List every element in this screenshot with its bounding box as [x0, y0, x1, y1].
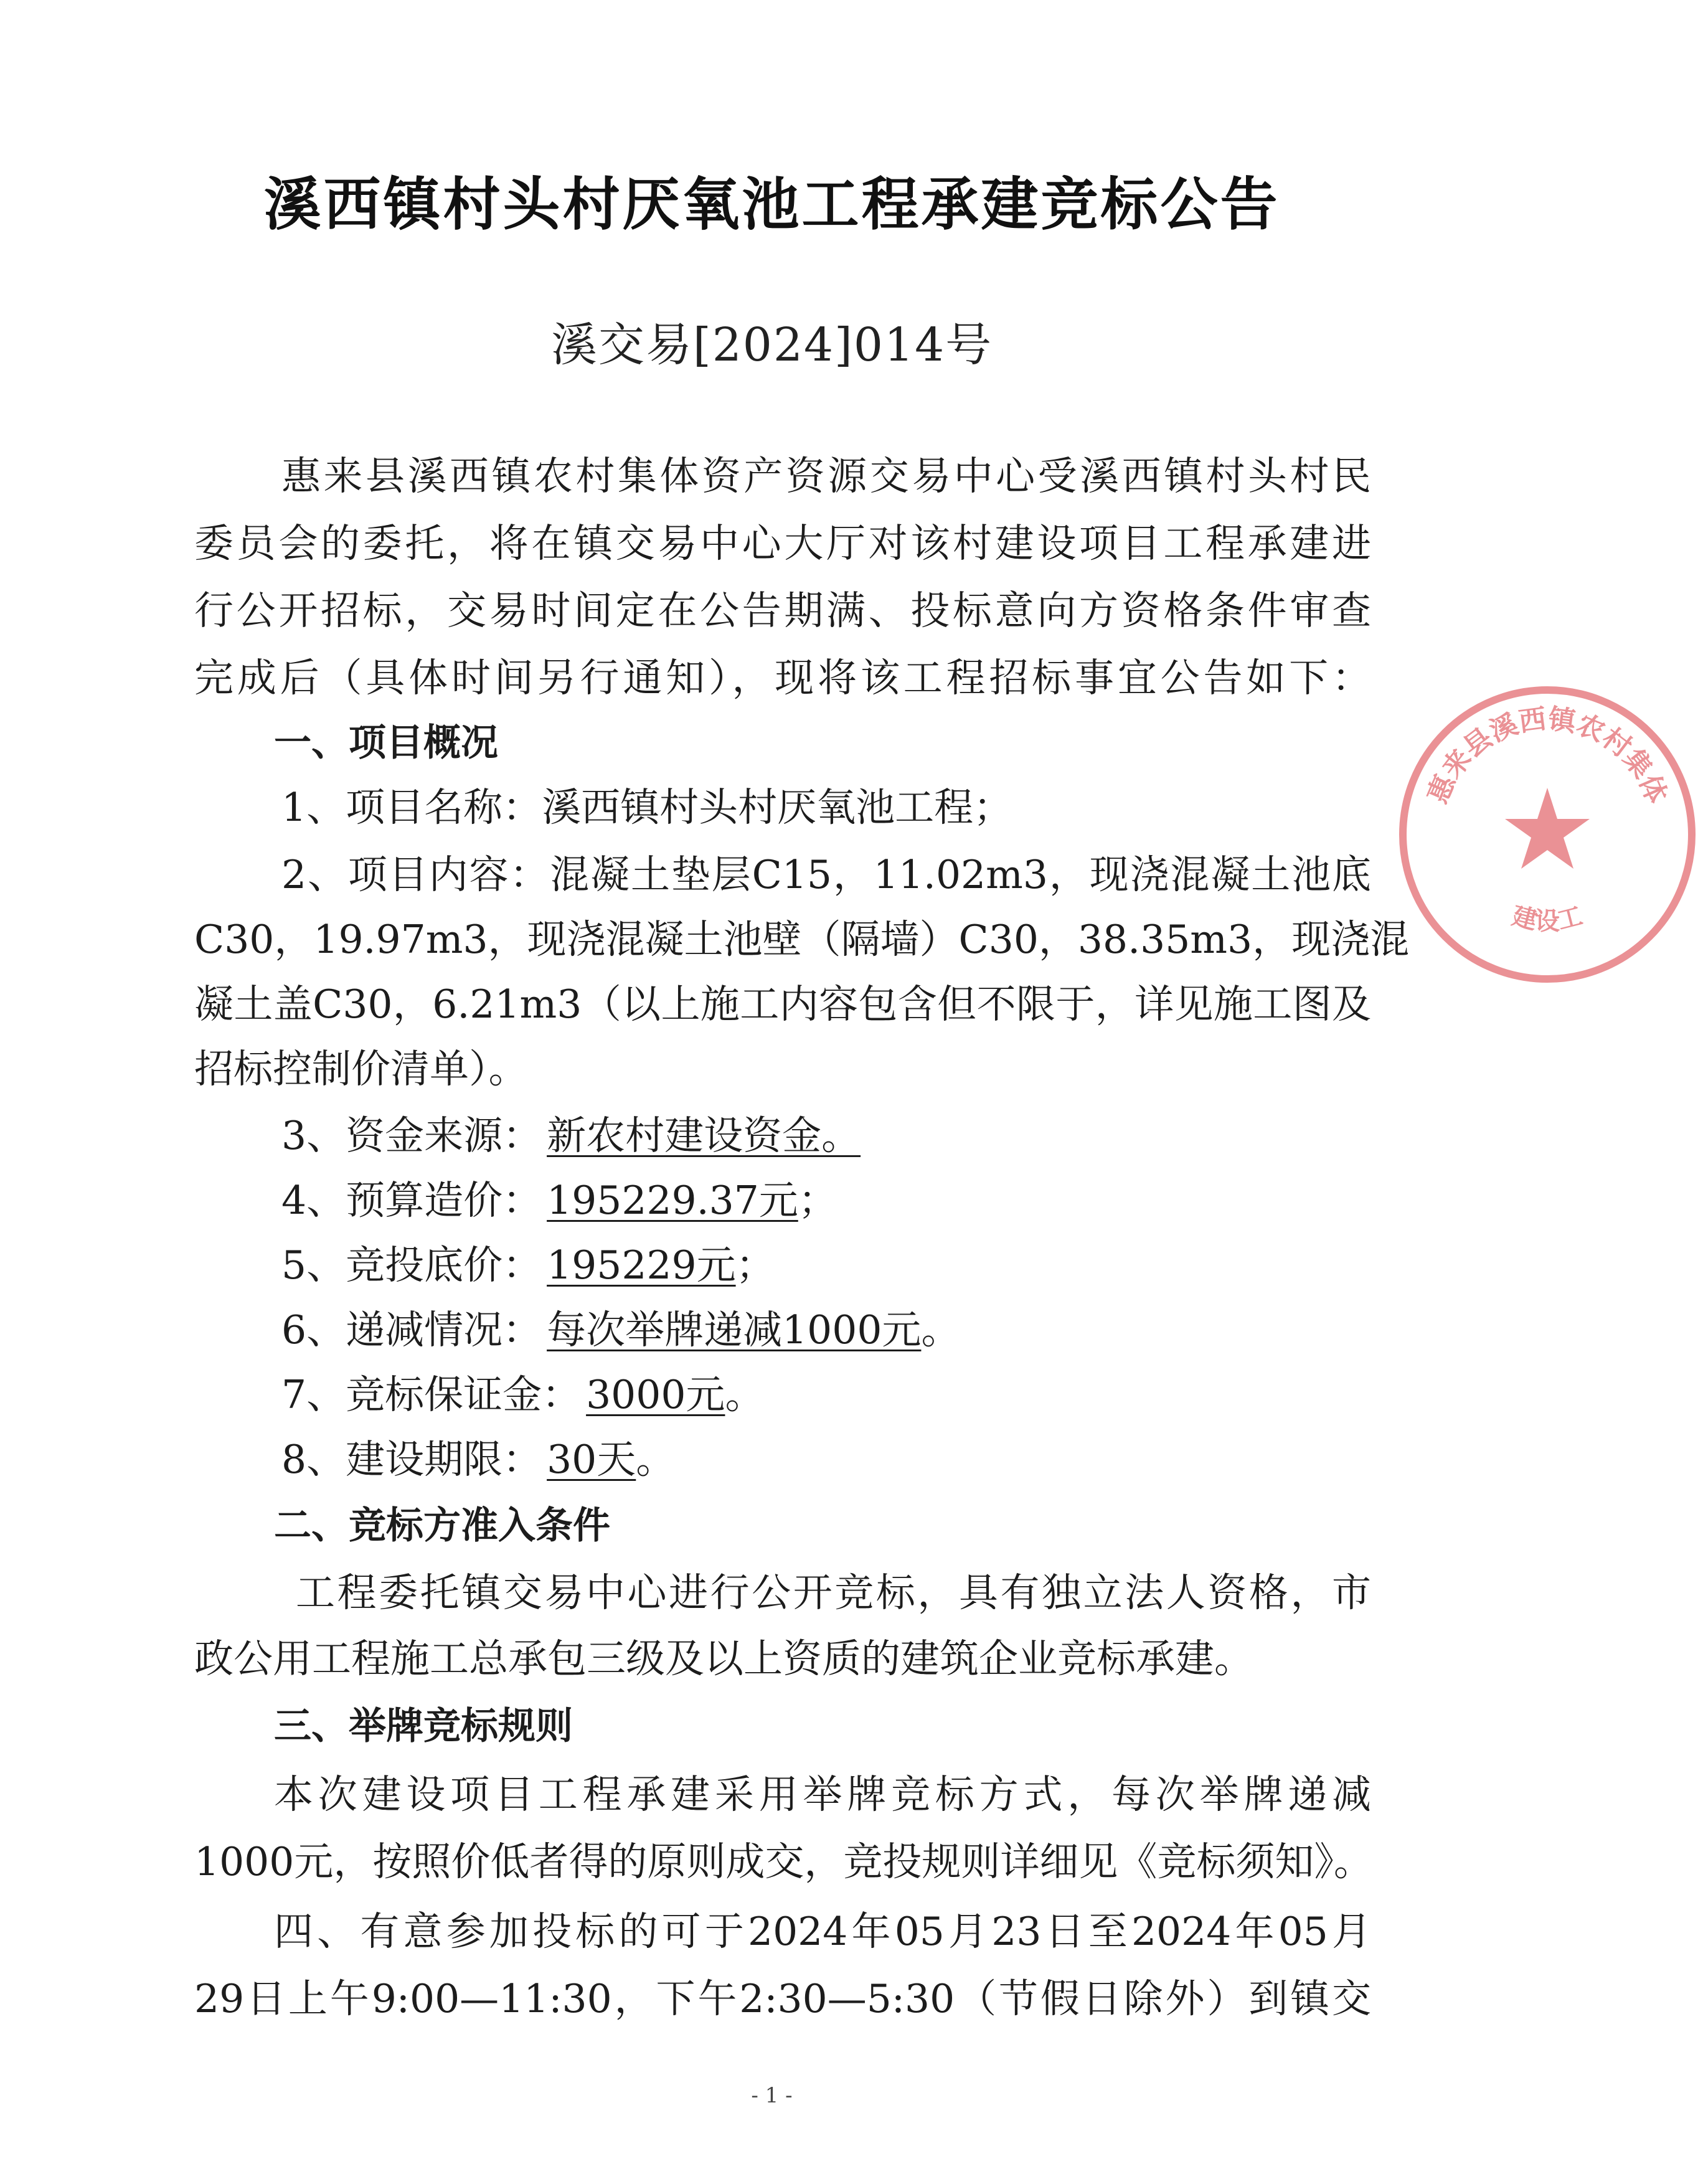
item-value: 新农村建设资金。	[547, 1113, 861, 1158]
seal-text-bottom: 建设工	[1509, 901, 1586, 936]
item-tail: 。	[921, 1307, 961, 1353]
item-value: 3000元	[586, 1372, 725, 1417]
document-number: 溪交易[2024]014号	[550, 318, 993, 372]
item-decrement	[281, 1305, 960, 1355]
section-text: 本次建设项目工程承建采用举牌竞标方式，每次举牌递减	[274, 1772, 1371, 1817]
item-label: 7、竞标保证金：	[281, 1372, 582, 1417]
section-heading: 一、项目概况	[274, 721, 498, 765]
intro-line: 行公开招标，交易时间定在公告期满、投标意向方资格条件审查	[194, 588, 1371, 633]
page-number: - 1 -	[751, 2083, 793, 2108]
seal-text-top: 惠来县溪西镇农村集体	[1422, 702, 1673, 808]
item-value: 30天	[547, 1437, 636, 1482]
item-construction-period	[281, 1435, 675, 1485]
item-deposit	[281, 1370, 764, 1420]
item-project-content: C30，19.97m3，现浇混凝土池壁（隔墙）C30，38.35m3，现浇混	[194, 917, 1410, 962]
item-value: 每次举牌递减1000元	[547, 1307, 922, 1353]
item-reserve-price	[281, 1241, 775, 1290]
section-text: 政公用工程施工总承包三级及以上资质的建筑企业竞标承建。	[194, 1636, 1253, 1681]
section-text: 工程委托镇交易中心进行公开竞标，具有独立法人资格，市	[296, 1570, 1371, 1615]
item-tail: ；	[735, 1242, 775, 1288]
intro-line: 委员会的委托，将在镇交易中心大厅对该村建设项目工程承建进	[194, 521, 1371, 566]
item-project-content: 招标控制价清单）。	[194, 1046, 528, 1092]
item-fund-source	[281, 1111, 861, 1161]
section-text: 1000元，按照价低者得的原则成交，竞投规则详细见《竞标须知》。	[194, 1839, 1373, 1884]
section-heading: 二、竞标方准入条件	[274, 1504, 610, 1548]
item-value: 195229.37元	[547, 1178, 798, 1223]
item-label: 6、递减情况：	[281, 1307, 542, 1353]
section-text: 29日上午9:00—11:30，下午2:30—5:30（节假日除外）到镇交	[194, 1976, 1371, 2021]
item-tail: 。	[725, 1372, 765, 1417]
item-label: 8、建设期限：	[281, 1437, 542, 1482]
official-seal	[1392, 679, 1703, 990]
item-project-name: 1、项目名称：溪西镇村头村厌氧池工程；	[281, 785, 1013, 830]
item-project-content: 凝土盖C30，6.21m3（以上施工内容包含但不限于，详见施工图及	[194, 981, 1371, 1027]
intro-line: 惠来县溪西镇农村集体资产资源交易中心受溪西镇村头村民	[281, 453, 1371, 499]
section-text: 四、有意参加投标的可于2024年05月23日至2024年05月	[274, 1909, 1371, 1954]
section-heading: 三、举牌竞标规则	[274, 1704, 573, 1748]
item-budget	[281, 1176, 837, 1226]
page-title: 溪西镇村头村厌氧池工程承建竞标公告	[263, 171, 1280, 238]
item-tail: ；	[798, 1178, 837, 1223]
item-label: 4、预算造价：	[281, 1178, 542, 1223]
item-label: 3、资金来源：	[281, 1113, 542, 1158]
intro-line: 完成后（具体时间另行通知），现将该工程招标事宜公告如下：	[194, 655, 1371, 701]
item-label: 5、竞投底价：	[281, 1242, 542, 1288]
seal-star-icon	[1505, 788, 1590, 869]
item-project-content: 2、项目内容：混凝土垫层C15，11.02m3，现浇混凝土池底	[281, 852, 1371, 897]
item-tail: 。	[636, 1437, 676, 1482]
item-value: 195229元	[547, 1242, 736, 1288]
